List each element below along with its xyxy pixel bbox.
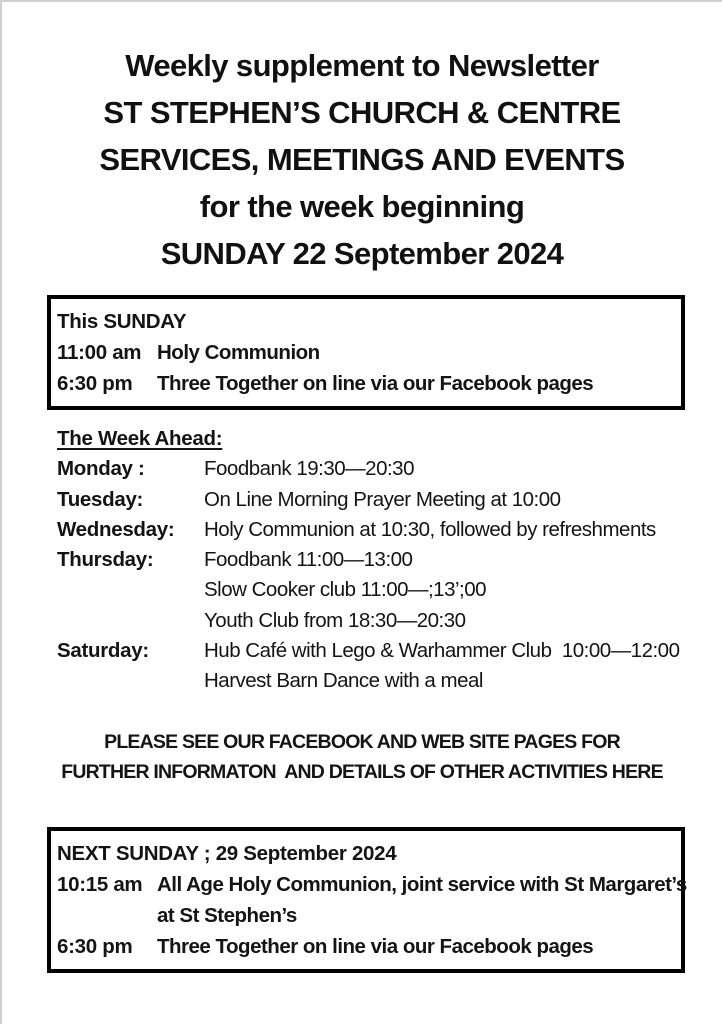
event-time: 6:30 pm (57, 372, 133, 395)
event-description: Foodbank 11:00—13:00 (204, 548, 413, 572)
event-time (57, 900, 157, 931)
next-sunday-box (47, 827, 685, 973)
schedule-row (57, 931, 675, 962)
week-row-saturday (57, 636, 692, 666)
week-row-thursday-cont (57, 606, 692, 636)
week-ahead-heading-row (57, 424, 692, 454)
title-line-3: SERVICES, MEETINGS AND EVENTS (99, 142, 625, 177)
title-line-4: for the week beginning (199, 189, 525, 224)
event-description: Foodbank 19:30—20:30 (204, 457, 414, 481)
event-description: Holy Communion (157, 341, 320, 364)
event-time: 6:30 pm (57, 934, 133, 958)
week-ahead-section (57, 424, 692, 697)
event-time: 11:00 am (57, 341, 142, 364)
title-line-5: SUNDAY 22 September 2024 (160, 236, 564, 271)
event-time: 10:15 am (57, 872, 143, 896)
day-label: Thursday: (57, 548, 154, 572)
week-row-tuesday (57, 485, 692, 515)
schedule-row (57, 869, 687, 900)
day-label: Tuesday: (57, 487, 144, 511)
week-ahead-heading: The Week Ahead: (57, 427, 223, 450)
event-description: Three Together on line via our Facebook pages (157, 934, 594, 958)
event-description: All Age Holy Communion, joint service with St Margaret’s (157, 872, 687, 896)
schedule-row (57, 368, 675, 399)
title-line-1: Weekly supplement to Newsletter (125, 48, 599, 83)
day-label (57, 606, 204, 636)
notice-line-2: FURTHER INFORMATON AND DETAILS OF OTHER ACTIVITIES HERE (61, 761, 663, 784)
title-line-2: ST STEPHEN’S CHURCH & CENTRE (103, 95, 621, 130)
week-row-thursday-cont (57, 575, 692, 605)
week-row-monday (57, 454, 692, 484)
event-description: at St Stephen’s (157, 903, 297, 927)
day-label (57, 666, 204, 696)
week-row-saturday-cont (57, 666, 692, 696)
notice-line-1: PLEASE SEE OUR FACEBOOK AND WEB SITE PAGES FOR (104, 730, 620, 753)
facebook-website-notice (2, 727, 722, 788)
day-label: Wednesday: (57, 517, 175, 541)
week-row-thursday (57, 545, 692, 575)
page-title (2, 2, 722, 277)
schedule-row-continuation (57, 900, 675, 931)
event-description: Harvest Barn Dance with a meal (204, 669, 483, 693)
day-label (57, 575, 204, 605)
event-description: Hub Café with Lego & Warhammer Club 10:00—12:00 (204, 639, 680, 663)
event-description: Slow Cooker club 11:00—;13’;00 (204, 578, 487, 602)
schedule-row (57, 337, 675, 368)
event-description: Three Together on line via our Facebook pages (157, 372, 594, 395)
this-sunday-box (47, 295, 685, 410)
event-description: Youth Club from 18:30—20:30 (204, 608, 466, 632)
week-row-wednesday (57, 515, 692, 545)
day-label: Monday : (57, 457, 145, 481)
day-label: Saturday: (57, 639, 149, 663)
next-sunday-header: NEXT SUNDAY ; 29 September 2024 (57, 841, 397, 865)
this-sunday-header: This SUNDAY (57, 310, 187, 333)
event-description: On Line Morning Prayer Meeting at 10:00 (204, 487, 561, 511)
event-description: Holy Communion at 10:30, followed by refreshments (204, 517, 656, 541)
